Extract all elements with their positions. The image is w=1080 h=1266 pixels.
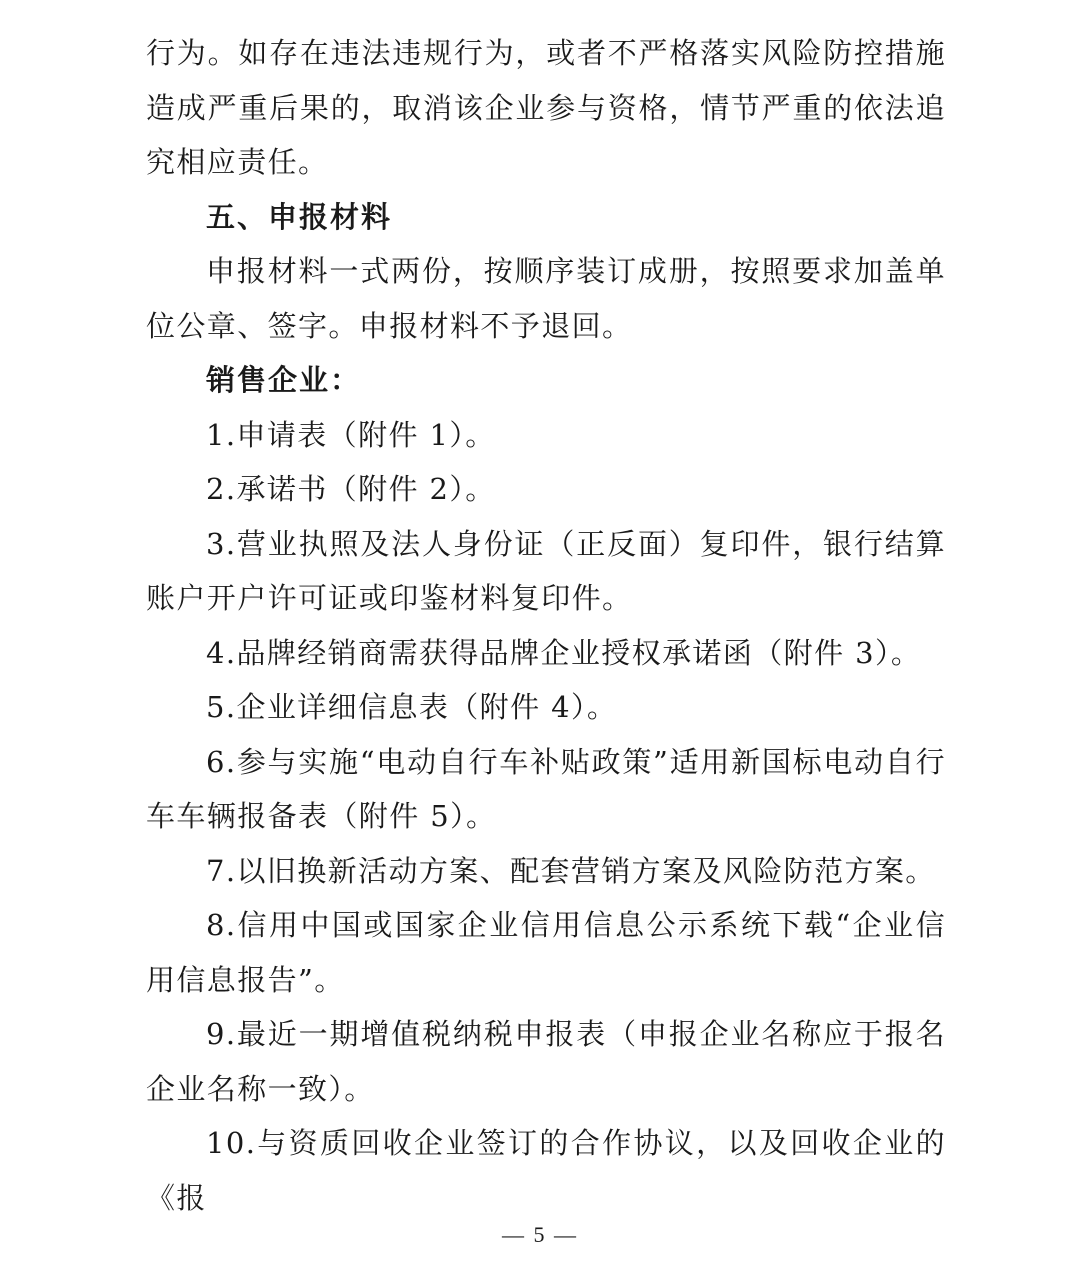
paragraph-materials-intro: 申报材料一式两份，按顺序装订成册，按照要求加盖单位公章、签字。申报材料不予退回。 xyxy=(146,254,946,343)
document-body xyxy=(146,26,946,1225)
list-item-1: 1.申请表（附件 1）。 xyxy=(206,417,496,452)
list-item-6: 6.参与实施“电动自行车补贴政策”适用新国标电动自行车车辆报备表（附件 5）。 xyxy=(146,744,946,833)
list-item-9: 9.最近一期增值税纳税申报表（申报企业名称应于报名企业名称一致）。 xyxy=(146,1017,946,1106)
list-item-4: 4.品牌经销商需获得品牌企业授权承诺函（附件 3）。 xyxy=(206,635,922,670)
subheading-sales-enterprise: 销售企业： xyxy=(206,363,362,397)
list-item-8: 8.信用中国或国家企业信用信息公示系统下载“企业信用信息报告”。 xyxy=(146,908,946,997)
page-number: — 5 — xyxy=(502,1222,578,1247)
list-item-2: 2.承诺书（附件 2）。 xyxy=(206,472,496,506)
list-item-3: 3.营业执照及法人身份证（正反面）复印件，银行结算账户开户许可证或印鉴材料复印件。 xyxy=(146,526,946,615)
paragraph-continuation: 行为。如存在违法违规行为，或者不严格落实风险防控措施造成严重后果的，取消该企业参与资格，情节严重的依法追究相应责任。 xyxy=(146,36,946,179)
list-item-7: 7.以旧换新活动方案、配套营销方案及风险防范方案。 xyxy=(206,853,936,888)
list-item-5: 5.企业详细信息表（附件 4）。 xyxy=(206,690,618,724)
list-item-10: 10.与资质回收企业签订的合作协议，以及回收企业的《报 xyxy=(146,1126,946,1215)
section-heading-materials: 五、申报材料 xyxy=(206,199,393,234)
